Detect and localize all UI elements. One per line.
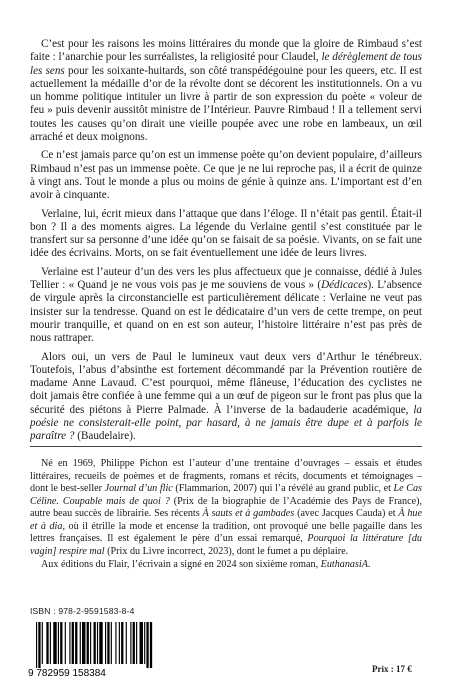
paragraph-verlaine-dedication: Verlaine est l’auteur d’un des vers les plus affectueux que je connaisse, dédié à Jules Tellier : « Quand je ne vous vois pas je me souviens de vous » (Dédicaces). L’absence de virgule après la circonstancielle est particulièrement délicate : Verlaine ne veut pas insister sur la tendresse. Quand on est le dédicataire d’un vers de cette trempe, on peut mourir tranquille, et quand on en est son auteur, l’histoire littéraire n’est pas près de nous rattraper.: [30, 265, 422, 345]
barcode: [26, 620, 216, 678]
paragraph-immense-poet: Ce n’est jamais parce qu’on est un immense poète qu’on devient populaire, d’ailleurs Rimbaud n’est pas un immense poète. Ce que je ne lui reproche pas, il a écrit de quinze à vingt ans. Tout le monde a plus ou moins de génie à quinze ans. L’important est d’en avoir à cinquante.: [30, 149, 422, 202]
barcode-bar: [99, 622, 102, 664]
barcode-bar: [38, 622, 40, 668]
author-bio: [30, 458, 422, 573]
barcode-bar: [69, 622, 70, 664]
paragraph-paul-arthur: Alors oui, un vers de Paul le lumineux vaut deux vers d’Arthur le ténébreux. Toutefois, l’abus d’absinthe est fortement décommandé par la Prévention routière de madame Anne Lavaud. C’est pourquoi, même flâneuse, l’éducation des cyclistes ne doit jamais être confiée à une femme qui a un œuf de pigeon sur le front pas plus que la sécurité des piétons à Pierre Palmade. À l’inverse de la badauderie académique, la poésie ne consisterait-elle point, par hasard, à ne jamais être dupe et à parfois le paraître ? (Baudelaire).: [30, 350, 422, 443]
barcode-bar: [58, 622, 59, 664]
isbn-label: ISBN : 978-2-9591583-8-4: [30, 606, 135, 616]
section-divider: [30, 446, 422, 447]
barcode-bar: [90, 622, 91, 664]
barcode-bar: [72, 622, 74, 664]
bio-paragraph: Né en 1969, Philippe Pichon est l’auteur d’une trentaine d’ouvrages – essais et études littéraires, recueils de poèmes et de fragments, romans et récits, documents et témoignages – dont le best-seller Journal d’un flic (Flammarion, 2007) qui l’a révélé au grand public, et Le Cas Céline. Coupable mais de quoi ? (Prix de la biographie de l’Académie des Pays de France), autre beau succès de librairie. Ses récents À sauts et à gambades (avec Jacques Cauda) et À hue et à dia, où il étrille la mode et encense la tradition, ont provoqué une belle pagaille dans les lettres françaises. Il est également le père d’un essai remarqué, Pourquoi la littérature [du vagin] respire mal (Prix du Livre incorrect, 2023), dont le fumet a pu déplaire.: [30, 458, 423, 557]
barcode-bar: [82, 622, 85, 664]
barcode-bar: [60, 622, 62, 664]
barcode-bar: [53, 622, 56, 664]
barcode-bar: [150, 622, 152, 668]
barcode-bar: [130, 622, 131, 664]
barcode-bar: [133, 622, 135, 664]
barcode-bar: [46, 622, 48, 664]
paragraph-verlaine-attack: Verlaine, lui, écrit mieux dans l’attaque que dans l’éloge. Il n’était pas gentil. Était-il bon ? Il a des moments aigres. La légende du Verlaine gentil s’est constituée par le transfert sur sa personne d’une idée qu’on se faisait de sa poésie. Vivants, on se fait une idée des écrivains. Morts, on se fait éventuellement une idée de leurs livres.: [30, 207, 422, 260]
barcode-bar: [144, 622, 145, 664]
barcode-bar: [75, 622, 77, 664]
barcode-bar: [111, 622, 112, 664]
barcode-bar: [94, 622, 96, 664]
barcode-bar: [107, 622, 109, 664]
barcode-bar: [140, 622, 143, 664]
main-text: [30, 38, 422, 449]
barcode-bar: [115, 622, 116, 664]
paragraph-rimbaud-glory: C’est pour les raisons les moins littéraires du monde que la gloire de Rimbaud s’est faite : l’anarchie pour les surréalistes, la religiosité pour Claudel, le dérèglement de tous les sens pour les soixante-huitards, son côté transpédégouine pour les queers, etc. Il est actuellement la médaille d’or de la révolte dont se décorent les institutionnels. On a vu un homme politique intituler un livre à partir de son expression du poète « voleur de feu » puis devenir aussitôt ministre de l’Intérieur. Pauvre Rimbaud ! Il a tellement servi toutes les causes qu’on dirait une vieille poupée avec une robe en lambeaux, un œil arraché et deux moignons.: [30, 38, 423, 144]
barcode-bar: [97, 622, 98, 664]
bio-paragraph-flair: Aux éditions du Flair, l’écrivain a signé en 2024 son sixième roman, EuthanasiA.: [41, 559, 371, 571]
barcode-bar: [119, 622, 120, 664]
barcode-bar: [105, 622, 106, 664]
barcode-bar: [136, 622, 137, 664]
price-label: Prix : 17 €: [372, 664, 412, 674]
barcode-bar: [121, 622, 123, 664]
barcode-bar: [65, 622, 66, 664]
barcode-bar: [146, 622, 148, 668]
barcode-bar: [42, 622, 43, 664]
barcode-bar: [126, 622, 127, 664]
barcode-bar: [36, 622, 37, 668]
barcode-bar: [50, 622, 51, 664]
barcode-bar: [87, 622, 89, 664]
barcode-bar: [80, 622, 81, 664]
barcode-digits: 9 782959 158384: [28, 668, 106, 678]
